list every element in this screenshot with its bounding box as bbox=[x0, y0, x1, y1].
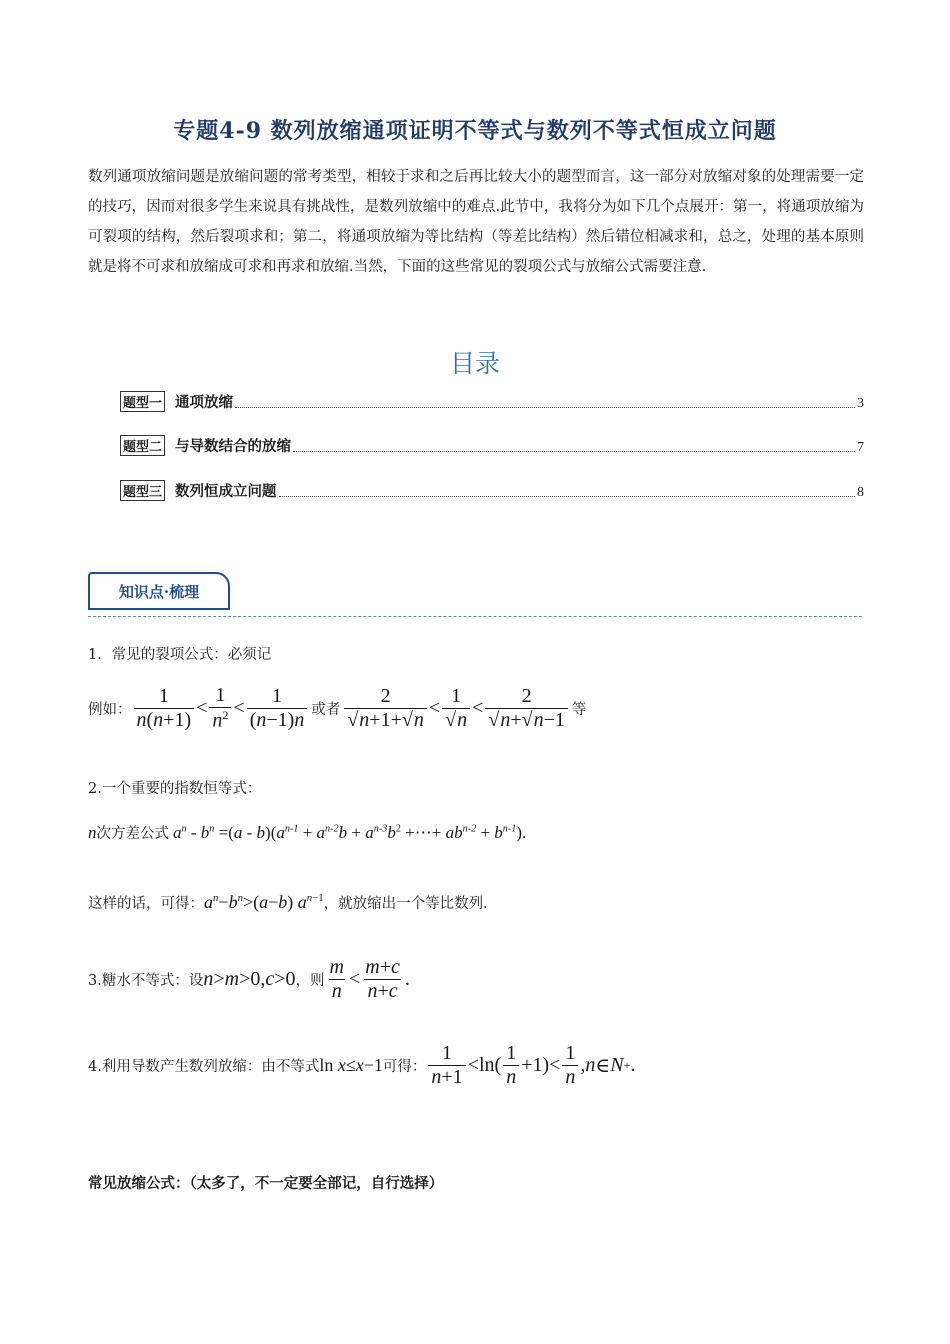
knowledge-section-badge: 知识点·梳理 bbox=[88, 572, 230, 610]
toc-leader bbox=[235, 407, 855, 408]
intro-paragraph: 数列通项放缩问题是放缩问题的常考类型，相较于求和之后再比较大小的题型而言，这一部分对放缩对象的处理需要一定的技巧，因而对很多学生来说具有挑战性，是数列放缩中的难点.此节中，我将分为如下几个点展开：第一，将通项放缩为可裂项的结构，然后裂项求和；第二，将通项放缩为等比结构（等差比结构）然后错位相减求和，总之，处理的基本原则就是将不可求和放缩成可求和再求和放缩.当然，下面的这些常见的裂项公式与放缩公式需要注意. bbox=[88, 169, 864, 275]
sugar-inequality: $\frac{m}{n}$ < $\frac{m+c}{n+c}$ . bbox=[329, 956, 410, 1002]
sugar-water-line: 3.糖水不等式：设 n>m>0,c>0 ，则 $\frac{m}{n}$ < $\frac{m+c}{n+c}$ . bbox=[88, 956, 410, 1002]
derivative-line: 4.利用导数产生数列放缩：由不等式 ln x≤x−1 可得： $\frac{1}{n+1}$ <ln( $\frac{1}{n}$ +1)< $\frac{1}{n}$ , n ∈ N + . bbox=[88, 1042, 636, 1088]
toc-page: 7 bbox=[857, 440, 864, 455]
geometric-inequality: $a^n-b^n>(a-b)$ $a^{n-1}$ bbox=[204, 892, 324, 912]
sqrt-formula: $\frac{2}{√n+1+√n}$ < $\frac{1}{√n}$ < $\frac{2}{√n+√n-1}$ bbox=[342, 685, 570, 732]
toc-text: 与导数结合的放缩 bbox=[175, 439, 292, 455]
toc-tag: 题型三 bbox=[120, 480, 165, 501]
geometric-result-line: 这样的话，可得： $a^n-b^n>(a-b)$ $a^{n-1}$ ，就放缩出一个等比数列. bbox=[88, 892, 488, 912]
sugar-condition: n>m>0,c>0 bbox=[203, 968, 296, 990]
toc-tag: 题型一 bbox=[120, 391, 165, 412]
toc-page: 3 bbox=[857, 396, 864, 411]
toc-item-1[interactable] bbox=[120, 390, 864, 412]
page-title: 专题4-9 数列放缩通项证明不等式与数列不等式恒成立问题 bbox=[173, 118, 777, 144]
power-difference-formula: $a^n - b^n =(a - b)(a^{n-1} + a^{n-2}b + a^{n-3}b^2$ +⋯+ $ab^{n-2} + b^{n-1}$). bbox=[173, 822, 527, 842]
split-formula: $\frac{1}{n(n+1)}$ < $\frac{1}{n^2}$ < $\frac{1}{(n-1)n}$ bbox=[132, 684, 310, 733]
toc-tag: 题型二 bbox=[120, 435, 165, 456]
section-divider bbox=[88, 616, 862, 617]
ln-inequality: ln x≤x−1 bbox=[319, 1055, 383, 1075]
toc-item-3[interactable] bbox=[120, 479, 864, 501]
common-formulas-note: 常见放缩公式：（太多了，不一定要全部记，自行选择） bbox=[88, 1175, 444, 1192]
toc-text: 数列恒成立问题 bbox=[175, 484, 277, 500]
toc-leader bbox=[293, 451, 855, 452]
toc-page: 8 bbox=[857, 485, 864, 500]
power-difference-line: n 次方差公式 $a^n - b^n =(a - b)(a^{n-1} + a^{n-2}b + a^{n-3}b^2$ +⋯+ $ab^{n-2} + b^{n-1}$). bbox=[88, 822, 527, 842]
toc-item-2[interactable] bbox=[120, 434, 864, 456]
toc-leader bbox=[279, 496, 855, 497]
section-1-heading: 1．常见的裂项公式：必须记 bbox=[88, 647, 272, 663]
toc-text: 通项放缩 bbox=[175, 395, 234, 411]
section-2-heading: 2.一个重要的指数恒等式： bbox=[88, 781, 262, 797]
toc-heading: 目录 bbox=[449, 349, 500, 378]
ln-series-inequality: $\frac{1}{n+1}$ <ln( $\frac{1}{n}$ +1)< $\frac{1}{n}$ , n ∈ N + . bbox=[426, 1042, 635, 1089]
split-formula-line: 例如： $\frac{1}{n(n+1)}$ < $\frac{1}{n^2}$ < $\frac{1}{(n-1)n}$ 或者 $\frac{2}{√n+1+√n}$ < $\frac{1}{√n}$ < $\frac{2}{√n+√n-1}$ 等 bbox=[88, 684, 587, 732]
